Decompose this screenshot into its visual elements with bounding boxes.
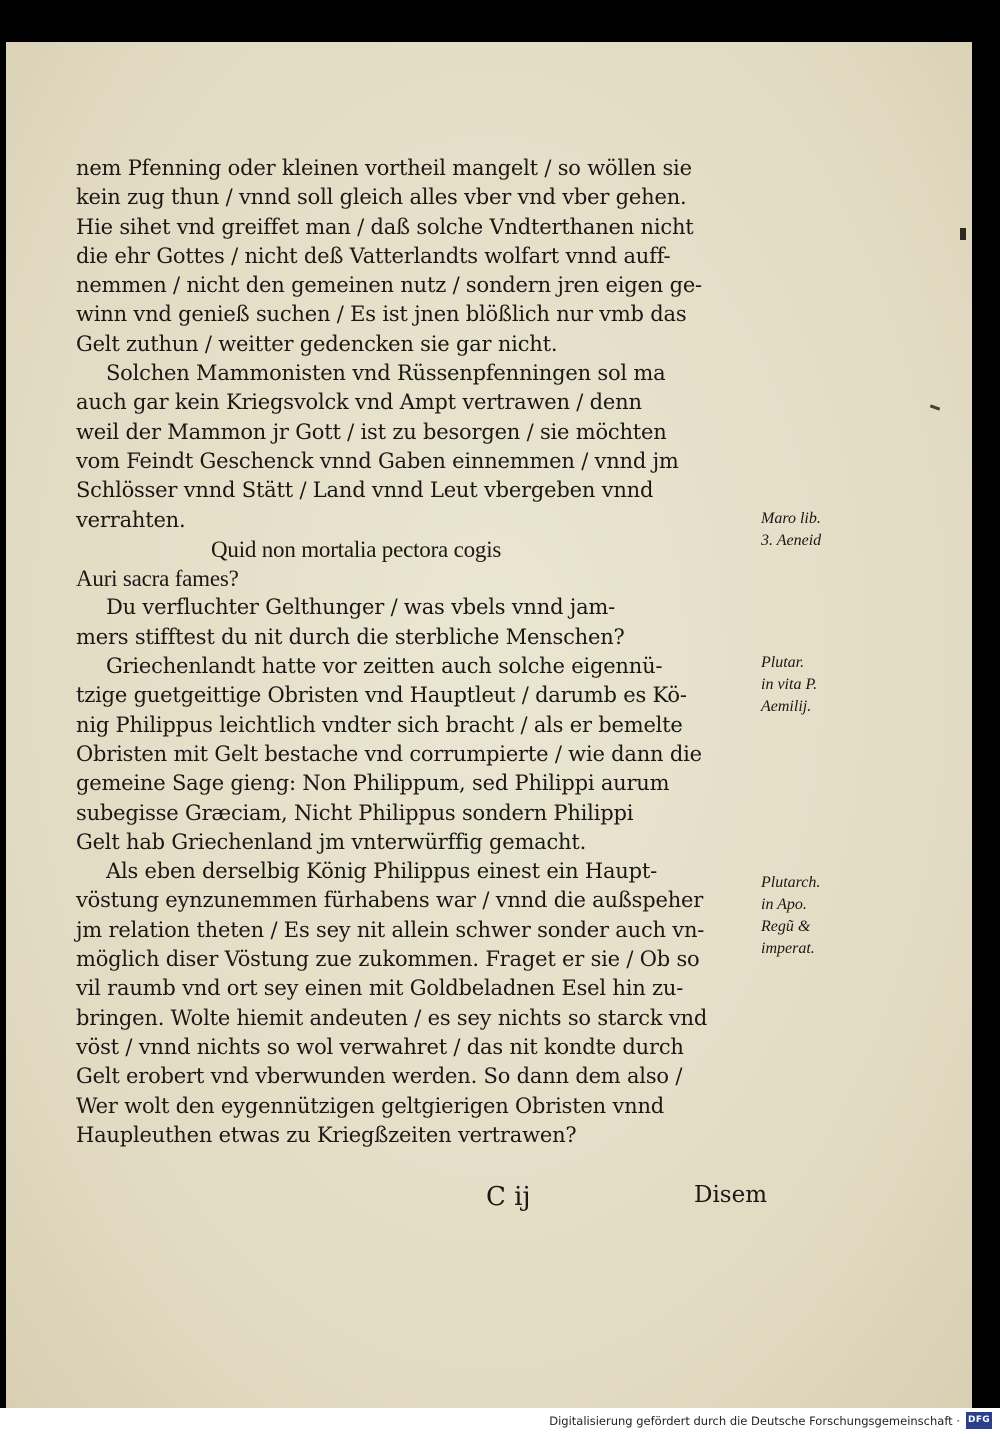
margin-note-line: in vita P. bbox=[761, 676, 818, 693]
dfg-logo: DFG bbox=[966, 1412, 992, 1429]
margin-note-plutarch bbox=[761, 872, 866, 960]
text-line: Du verfluchter Gelthunger / was vbels vnnd jam- bbox=[106, 595, 616, 620]
text-line: Schlösser vnnd Stätt / Land vnnd Leut vbergeben vnnd bbox=[76, 478, 654, 503]
footer-text: Digitalisierung gefördert durch die Deutsche Forschungsgemeinschaft · bbox=[549, 1414, 960, 1428]
margin-note-line: imperat. bbox=[761, 940, 815, 957]
margin-note-line: Plutarch. bbox=[761, 874, 821, 891]
text-line: vöstung eynzunemmen fürhabens war / vnnd die außspeher bbox=[76, 888, 704, 913]
text-line: winn vnd genieß suchen / Es ist jnen blößlich nur vmb das bbox=[76, 302, 687, 327]
margin-note-plutar bbox=[761, 652, 866, 718]
text-line: tzige guetgeittige Obristen vnd Hauptleut / darumb es Kö- bbox=[76, 683, 687, 708]
margin-note-line: 3. Aeneid bbox=[761, 532, 822, 549]
text-line: mers stifftest du nit durch die sterbliche Menschen? bbox=[76, 624, 625, 649]
margin-note-line: Aemilij. bbox=[761, 698, 812, 715]
latin-quote-line: Quid non mortalia pectora cogis bbox=[211, 536, 502, 562]
text-line: Haupleuthen etwas zu Kriegßzeiten vertrawen? bbox=[76, 1122, 577, 1147]
margin-note-line: Maro lib. bbox=[761, 510, 821, 527]
margin-note-maro bbox=[761, 508, 866, 552]
ink-mark bbox=[960, 228, 966, 240]
text-line: verrahten. bbox=[76, 507, 186, 532]
text-line: Obristen mit Gelt bestache vnd corrumpierte / wie dann die bbox=[76, 741, 702, 766]
text-line: nig Philippus leichtlich vndter sich bracht / als er bemelte bbox=[76, 712, 683, 737]
signature-mark: C ij bbox=[486, 1182, 531, 1212]
catchword: Disem bbox=[694, 1182, 768, 1208]
text-line: Solchen Mammonisten vnd Rüssenpfenningen sol ma bbox=[106, 361, 666, 386]
text-line: möglich diser Vöstung zue zukommen. Fraget er sie / Ob so bbox=[76, 947, 700, 972]
text-line: weil der Mammon jr Gott / ist zu besorgen / sie möchten bbox=[76, 419, 667, 444]
latin-quote-line: Auri sacra fames? bbox=[76, 566, 239, 592]
text-line: nem Pfenning oder kleinen vortheil mangelt / so wöllen sie bbox=[76, 156, 692, 180]
page-scan bbox=[6, 42, 972, 1408]
text-line: Gelt hab Griechenland jm vnterwürffig gemacht. bbox=[76, 829, 587, 854]
text-line: bringen. Wolte hiemit andeuten / es sey nichts so starck vnd bbox=[76, 1005, 708, 1030]
margin-note-line: Regũ & bbox=[761, 918, 811, 935]
text-line: vil raumb vnd ort sey einen mit Goldbeladnen Esel hin zu- bbox=[76, 976, 684, 1001]
text-line: nemmen / nicht den gemeinen nutz / sondern jren eigen ge- bbox=[76, 273, 702, 298]
text-line: Gelt zuthun / weitter gedencken sie gar nicht. bbox=[76, 331, 558, 356]
digitization-footer bbox=[0, 1408, 1000, 1434]
text-line: jm relation theten / Es sey nit allein schwer sonder auch vn- bbox=[76, 917, 705, 942]
text-line: auch gar kein Kriegsvolck vnd Ampt vertrawen / denn bbox=[76, 390, 642, 415]
text-line: subegisse Græciam, Nicht Philippus sondern Philippi bbox=[76, 800, 634, 825]
text-line: vom Feindt Geschenck vnnd Gaben einnemmen / vnnd jm bbox=[76, 448, 679, 473]
text-line: Wer wolt den eygennützigen geltgierigen Obristen vnnd bbox=[76, 1093, 665, 1118]
text-line: Griechenlandt hatte vor zeitten auch solche eigennü- bbox=[106, 654, 663, 679]
ink-mark bbox=[930, 404, 940, 410]
text-line: Gelt erobert vnd vberwunden werden. So dann dem also / bbox=[76, 1064, 683, 1089]
text-line: Als eben derselbig König Philippus einest ein Haupt- bbox=[106, 859, 658, 884]
main-text-block bbox=[76, 154, 776, 1150]
margin-note-line: Plutar. bbox=[761, 654, 805, 671]
text-line: gemeine Sage gieng: Non Philippum, sed Philippi aurum bbox=[76, 771, 670, 796]
text-line: die ehr Gottes / nicht deß Vatterlandts wolfart vnnd auff- bbox=[76, 243, 671, 268]
text-line: vöst / vnnd nichts so wol verwahret / das nit kondte durch bbox=[76, 1034, 684, 1059]
margin-note-line: in Apo. bbox=[761, 896, 807, 913]
text-line: Hie sihet vnd greiffet man / daß solche Vndterthanen nicht bbox=[76, 214, 694, 239]
text-line: kein zug thun / vnnd soll gleich alles vber vnd vber gehen. bbox=[76, 185, 687, 210]
